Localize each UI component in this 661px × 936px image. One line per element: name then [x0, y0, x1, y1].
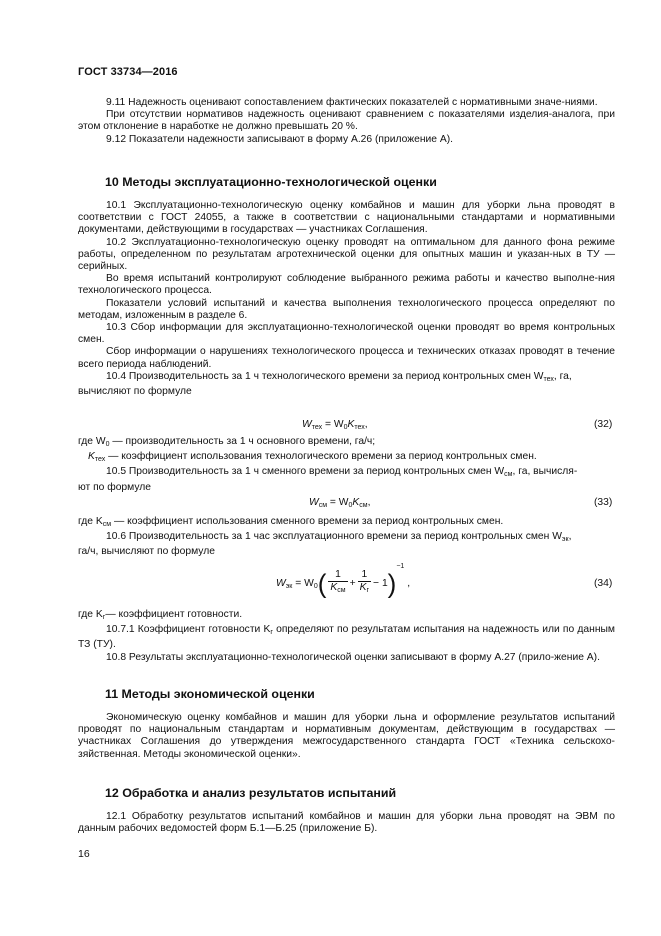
section-11-text: [78, 712, 615, 761]
paragraph-10-2: 10.2 Эксплуатационно-технологическую оценку проводят на оптимальном для данного фона режиме работы, определенном по результатам агротехнической оценки для опытных машин и указан-ных в ТУ — серийных.: [78, 236, 615, 273]
document-header: ГОСТ 33734—2016: [78, 66, 178, 78]
paragraph-11: Экономическую оценку комбайнов и машин для уборки льна и оформление результатов испытаний проводят по национальным стандартам и нормативным документам, действующим в государствах — участниках Соглашения до утверждения межгосударственного стандарта ГОСТ «Техника сельскохо-зяйственная. Методы экономической оценки».: [78, 712, 615, 760]
section-11-heading: 11 Методы экономической оценки: [105, 687, 315, 701]
kcm-definition: где $K_{см}$ — коэффициент использования сменного времени за период контрольных смен.: [78, 516, 504, 528]
formula-33-legend: [78, 516, 615, 559]
section-10-heading: 10 Методы эксплуатационно-технологической оценки: [105, 175, 437, 189]
formula-32-legend: [78, 436, 615, 494]
paragraph-10-3: 10.3 Сбор информации для эксплуатационно-технологической оценки проводят во время контрольных смен.: [78, 322, 615, 346]
w0-definition: где $W_0$ — производительность за 1 ч основного времени, га/ч;: [78, 436, 376, 448]
paragraph-10-8: 10.8 Результаты эксплуатационно-технологической оценки записывают в форму А.27 (прило-жение А).: [106, 651, 600, 663]
paragraph-10-5: 10.5 Производительность за 1 ч сменного времени за период контрольных смен $W_{см}$, га, вычисля-: [106, 466, 578, 479]
paragraph-10-4-b: вычисляют по формуле: [78, 386, 192, 398]
formula-32: $W_{тех} = W_0K_{тех}$,: [302, 419, 368, 431]
paragraph-10-4: 10.4 Производительность за 1 ч технологического времени за период контрольных смен $W_{тех}$, га,: [106, 370, 572, 383]
paragraph-12-1: 12.1 Обработку результатов испытаний комбайнов и машин для уборки льна проводят на ЭВМ по данным рабочих ведомостей форм Б.1—Б.25 (приложение Б).: [78, 811, 615, 835]
formula-33: $W_{см} = W_0K_{см}$,: [309, 497, 371, 509]
equation-number-34: (34): [594, 578, 613, 589]
fraction-kcm: $\frac{1}{K_{см}}$: [330, 569, 346, 595]
paragraph-9-11-b: При отсутствии нормативов надежность оценивают сравнением с показателями изделия-аналога, при этом отклонение в наработке не должно превышать 20 %.: [78, 109, 615, 133]
paragraph-10-2-c: Показатели условий испытаний и качества выполнения технологического процесса определяют по методам, изложенным в разделе 6.: [78, 297, 615, 321]
formula-34: $W_{эк} = W_0$( $\frac{1}{K_{см}}$ + $\frac{1}{K_г}$ − 1)$^{-1}$ ,: [276, 563, 411, 599]
fraction-kr: $\frac{1}{K_г}$: [359, 569, 370, 595]
paragraph-9-11: 9.11 Надежность оценивают сопоставлением фактических показателей с нормативными значе-ниями.: [106, 97, 598, 108]
equation-number-33: (33): [594, 497, 613, 508]
kr-definition: где $K_г—$ коэффициент готовности.: [78, 609, 243, 621]
section-12-heading: 12 Обработка и анализ результатов испытаний: [105, 786, 397, 800]
paragraph-10-6-b: га/ч, вычисляют по формуле: [78, 546, 215, 558]
page-number: 16: [78, 848, 90, 860]
section-12-text: [78, 811, 615, 835]
paragraph-10-7-1: 10.7.1 Коэффициент готовности $K_г$ определяют по результатам испытания на надежность или по данным ТЗ (ТУ).: [78, 624, 615, 651]
paragraph-10-2-b: Во время испытаний контролируют соблюдение выбранного режима работы и качество выполне-ния технологического процесса.: [78, 273, 615, 297]
paragraph-9-12: 9.12 Показатели надежности записывают в форму А.26 (приложение А).: [106, 133, 454, 145]
section-10-text: [78, 200, 615, 398]
paragraph-10-3-b: Сбор информации о нарушениях технологического процесса и технических отказах проводят в течение всего периода наблюдений.: [78, 346, 615, 370]
equation-number-32: (32): [594, 419, 613, 430]
paragraph-10-5-b: ют по формуле: [78, 481, 152, 493]
section-9-text: [78, 97, 615, 146]
paragraph-10-1: 10.1 Эксплуатационно-технологическую оценку комбайнов и машин для уборки льна проводят в соответствии с ГОСТ 24055, а также в соответствии с национальными стандартами и нормативными документами, действующими в государствах — участниках Соглашения.: [78, 200, 615, 236]
ktex-definition: $K_{тех}$ — коэффициент использования технологического времени за период контрольных смен.: [88, 451, 537, 464]
paragraph-10-6: 10.6 Производительность за 1 час эксплуатационного времени за период контрольных смен $W_{эк}$,: [106, 531, 572, 544]
section-10-7-text: [78, 609, 615, 664]
